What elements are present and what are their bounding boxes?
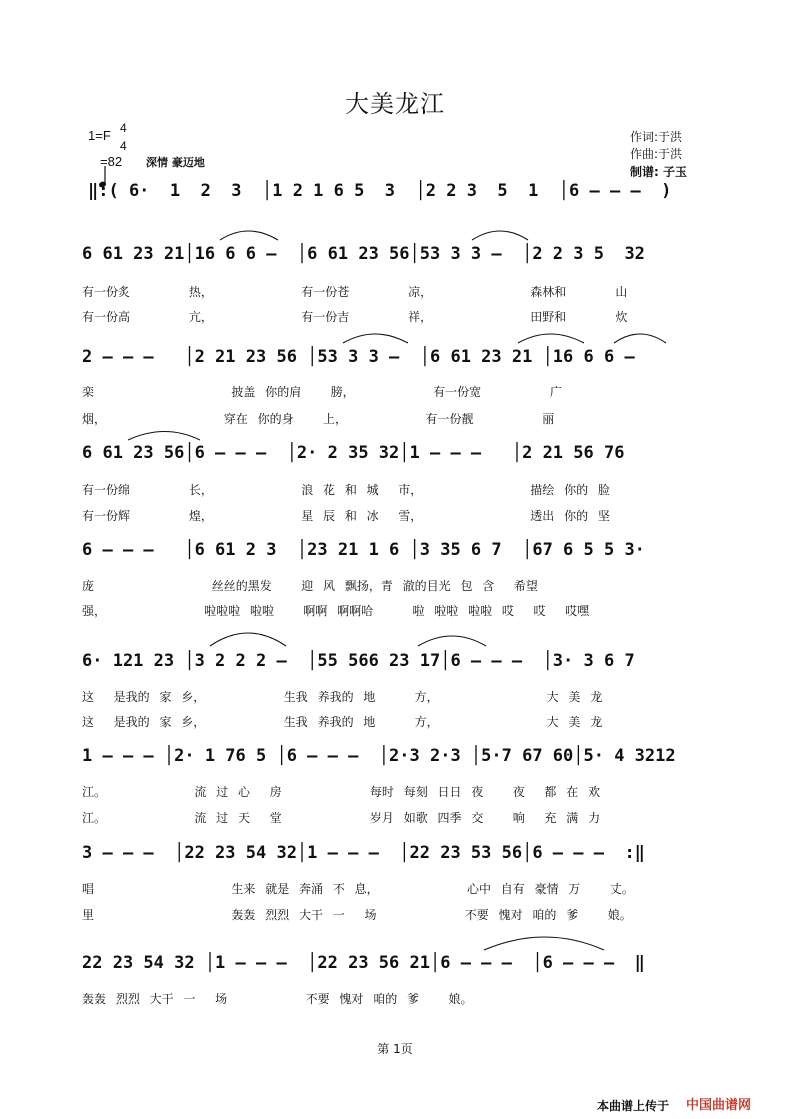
slur-arc [128, 432, 200, 441]
lyrics-line-2-verse-1: 有一份炙 热， 有一份苍 凉， 森林和 山 [82, 285, 628, 299]
expression-marking: 深情 豪迈地 [146, 156, 205, 169]
lyricist-credit: 作词:于洪 [630, 130, 683, 144]
lyrics-line-2-verse-2: 有一份高 亢， 有一份吉 祥， 田野和 炊 [82, 310, 628, 324]
slur-arc [418, 636, 486, 646]
slur-arc [220, 231, 278, 240]
site-logo[interactable]: 中国曲谱网 [686, 1098, 752, 1113]
notation-line-3: 2 – – – │2 21 23 56 │53 3 3 – │6 61 23 21 │16 6 6 – [82, 347, 635, 367]
slur-arc [614, 334, 666, 343]
lyrics-line-5-verse-2: 强， 啦啦啦 啦啦 啊啊 啊啊哈 啦 啦啦 啦啦 哎 哎 哎嘿 [82, 604, 590, 618]
lyrics-line-8-verse-1: 唱 生来 就是 奔涌 不 息， 心中 自有 豪情 万 丈。 [82, 882, 634, 896]
upload-note: 本曲谱上传于 [597, 1099, 670, 1113]
lyrics-line-4-verse-1: 有一份绵 长， 浪 花 和 城 市， 描绘 你的 脸 [82, 483, 610, 497]
page-number: 第 1页 [377, 1042, 413, 1056]
notation-line-6: 6· 121 23 │3 2 2 2 – │55 566 23 17│6 – – – │3· 3 6 7 [82, 651, 635, 671]
notation-line-1: ‖:( 6· 1 2 3 │1 2 1 6 5 3 │2 2 3 5 1 │6 – – – ) [88, 181, 672, 201]
slur-arc [343, 334, 408, 343]
notation-line-8: 3 – – – │22 23 54 32│1 – – – │22 23 53 56│6 – – – :‖ [82, 843, 645, 863]
slur-arc [210, 633, 286, 646]
notation-line-9: 22 23 54 32 │1 – – – │22 23 56 21│6 – – – │6 – – – ‖ [82, 953, 645, 973]
tempo-marking: =82 [100, 154, 123, 169]
notation-line-4: 6 61 23 56│6 – – – │2· 2 35 32│1 – – – │2 21 56 76 [82, 443, 625, 463]
lyrics-line-7-verse-1: 江。 流 过 心 房 每时 每刻 日日 夜 夜 都 在 欢 [82, 785, 601, 799]
slur-arc [518, 334, 584, 343]
notation-line-2: 6 61 23 21│16 6 6 – │6 61 23 56│53 3 3 – │2 2 3 5 32 [82, 244, 645, 264]
lyrics-line-4-verse-2: 有一份辉 煌， 星 辰 和 冰 雪， 透出 你的 坚 [82, 509, 610, 523]
lyrics-line-8-verse-2: 里 轰轰 烈烈 大干 一 场 不要 愧对 咱的 爹 娘。 [82, 908, 632, 922]
notation-line-7: 1 – – – │2· 1 76 5 │6 – – – │2·3 2·3 │5·7 67 60│5· 4 3212 [82, 746, 676, 766]
key-signature: 1=F [88, 128, 111, 143]
composer-credit: 作曲:于洪 [630, 147, 683, 161]
lyrics-line-7-verse-2: 江。 流 过 天 堂 岁月 如歌 四季 交 响 充 满 力 [82, 811, 601, 825]
lyrics-line-5-verse-1: 庞 丝丝的黑发 迎 风 飘扬，青 澈的目光 包 含 希望 [82, 579, 538, 593]
time-signature-bottom: 4 [120, 139, 127, 153]
slur-arc [484, 937, 604, 950]
song-title: 大美龙江 [345, 90, 445, 118]
lyrics-line-9-verse-1: 轰轰 烈烈 大干 一 场 不要 愧对 咱的 爹 娘。 [82, 992, 473, 1006]
notation-line-5: 6 – – – │6 61 2 3 │23 21 1 6 │3 35 6 7 │67 6 5 5 3· [82, 540, 645, 560]
slur-arc [472, 231, 528, 240]
time-signature-top: 4 [120, 121, 127, 135]
lyrics-line-6-verse-2: 这 是我的 家 乡， 生我 养我的 地 方， 大 美 龙 [82, 715, 603, 729]
lyrics-line-6-verse-1: 这 是我的 家 乡， 生我 养我的 地 方， 大 美 龙 [82, 690, 603, 704]
arranger-credit: 制谱: 子玉 [630, 165, 687, 179]
lyrics-line-3-verse-1: 栾 披盖 你的肩 膀， 有一份宽 广 [82, 385, 562, 399]
lyrics-line-3-verse-2: 烟， 穿在 你的身 上， 有一份靓 丽 [82, 412, 555, 426]
